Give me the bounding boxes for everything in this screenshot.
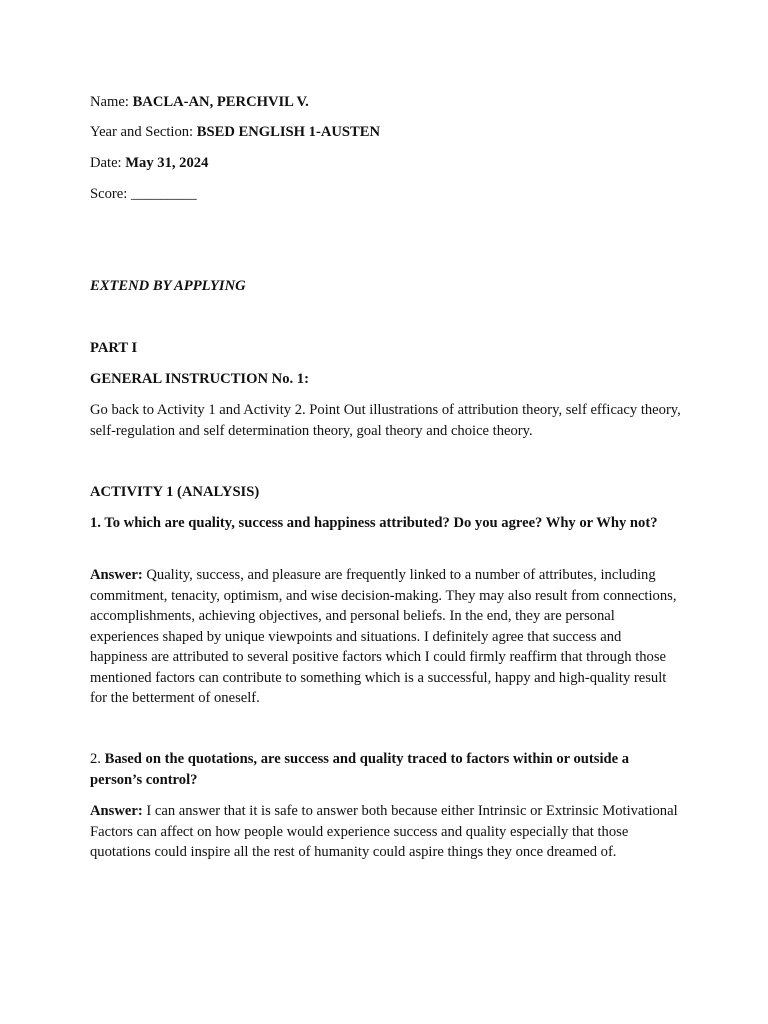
- section-line: [90, 122, 380, 143]
- name-line: [90, 92, 309, 113]
- section-value: BSED ENGLISH 1-AUSTEN: [196, 124, 381, 140]
- section-title: EXTEND BY APPLYING: [90, 278, 246, 294]
- question-2: [90, 749, 682, 790]
- date-line: [90, 153, 208, 174]
- answer-1-label: Answer:: [90, 567, 143, 583]
- question-2-number: 2.: [90, 751, 105, 767]
- answer-1: [90, 565, 682, 709]
- question-1: 1. To which are quality, success and happiness attributed? Do you agree? Why or Why not?: [90, 515, 658, 531]
- part-title: PART I: [90, 340, 138, 356]
- score-blank: _________: [130, 186, 197, 202]
- name-label: Name:: [90, 94, 133, 110]
- answer-1-text: Quality, success, and pleasure are frequently linked to a number of attributes, including commitment, tenacity, optimism, and wise decision-making. They may also result from connections, accomplishments, achieving objectives, and personal beliefs. In the end, they are personal experiences shaped by unique viewpoints and situations. I definitely agree that success and happiness are attributed to several positive factors which I could firmly reaffirm that through those mentioned factors can contribute to something which is a successful, happy and high-quality result for the betterment of oneself.: [90, 567, 677, 706]
- date-value: May 31, 2024: [125, 155, 209, 171]
- answer-2: [90, 801, 682, 863]
- general-instruction-text: Go back to Activity 1 and Activity 2. Point Out illustrations of attribution theory, self efficacy theory, self-regulation and self determination theory, goal theory and choice theory.: [90, 402, 681, 439]
- score-label: Score:: [90, 186, 131, 202]
- score-line: [90, 184, 197, 205]
- question-2-text: Based on the quotations, are success and quality traced to factors within or outside a person’s control?: [90, 751, 630, 788]
- date-label: Date:: [90, 155, 126, 171]
- answer-2-text: I can answer that it is safe to answer both because either Intrinsic or Extrinsic Motivational Factors can affect on how people would experience success and quality especially that those quotations could inspire all the rest of humanity could aspire things they once dreamed of.: [90, 803, 678, 860]
- general-instruction-title: GENERAL INSTRUCTION No. 1:: [90, 371, 309, 387]
- answer-2-label: Answer:: [90, 803, 143, 819]
- activity-title: ACTIVITY 1 (ANALYSIS): [90, 484, 260, 500]
- name-value: BACLA-AN, PERCHVIL V.: [132, 94, 309, 110]
- section-label: Year and Section:: [90, 124, 197, 140]
